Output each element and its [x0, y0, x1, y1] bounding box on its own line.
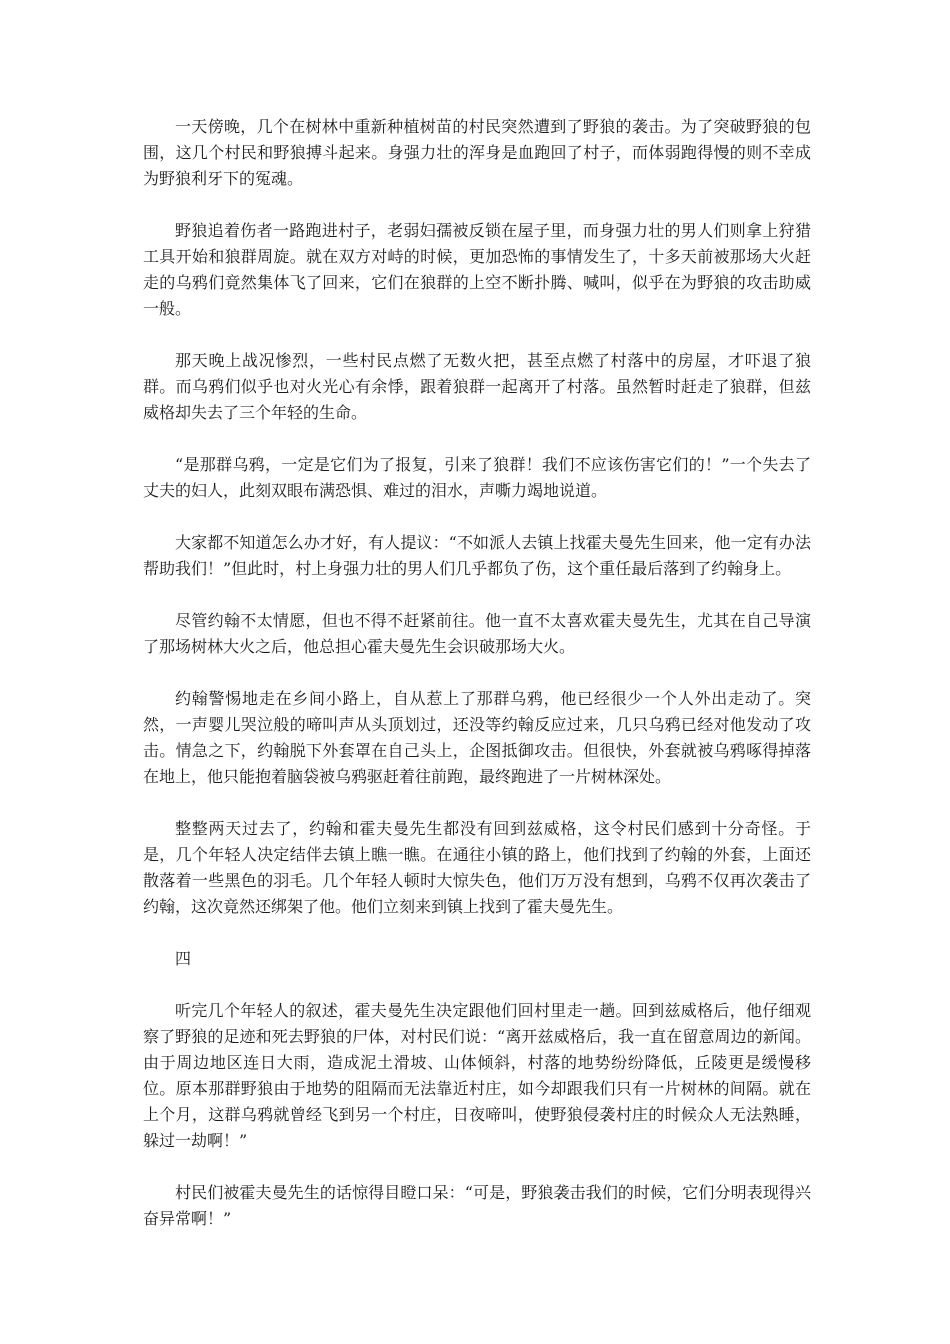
paragraph-wolves-in-village: 野狼追着伤者一路跑进村子，老弱妇孺被反锁在屋子里，而身强力壮的男人们则拿上狩猎工具开始和狼群周旋。就在双方对峙的时候，更加恐怖的事情发生了，十多天前被那场大火赶走的乌鸦们竟然集体飞了回来，它们在狼群的上空不断扑腾、喊叫，似乎在为野狼的攻击助威一般。 — [143, 221, 811, 318]
paragraph-john-reluctant: 尽管约翰不太情愿，但也不得不赶紧前往。他一直不太喜欢霍夫曼先生，尤其在自己导演了那场树林大火之后，他总担心霍夫曼先生会识破那场大火。 — [143, 611, 811, 656]
paragraph-wolf-attack: 一天傍晚，几个在树林中重新种植树苗的村民突然遭到了野狼的袭击。为了突破野狼的包围，这几个村民和野狼搏斗起来。身强力壮的浑身是血跑回了村子，而体弱跑得慢的则不幸成为野狼利牙下的冤魂。 — [143, 117, 811, 188]
document-body — [143, 114, 811, 1258]
paragraph-night-battle: 那天晚上战况惨烈，一些村民点燃了无数火把，甚至点燃了村落中的房屋，才吓退了狼群。而乌鸦们似乎也对火光心有余悸，跟着狼群一起离开了村落。虽然暂时赶走了狼群，但兹威格却失去了三个年轻的生命。 — [143, 351, 811, 422]
section-heading: 四 — [175, 949, 192, 968]
paragraph-proposal: 大家都不知道怎么办才好，有人提议：“不如派人去镇上找霍夫曼先生回来，他一定有办法帮助我们！”但此时，村上身强力壮的男人们几乎都负了伤，这个重任最后落到了约翰身上。 — [143, 533, 811, 578]
paragraph-hoffman-explains: 听完几个年轻人的叙述，霍夫曼先生决定跟他们回村里走一趟。回到兹威格后，他仔细观察了野狼的足迹和死去野狼的尸体，对村民们说：“离开兹威格后，我一直在留意周边的新闻。由于周边地区连日大雨，造成泥土滑坡、山体倾斜，村落的地势纷纷降低，丘陵更是缓慢移位。原本那群野狼由于地势的阻隔而无法靠近村庄，如今却跟我们只有一片树林的间隔。就在上个月，这群乌鸦就曾经飞到另一个村庄，日夜啼叫，使野狼侵袭村庄的时候众人无法熟睡，躲过一劫啊！” — [143, 1001, 811, 1150]
paragraph-john-missing: 整整两天过去了，约翰和霍夫曼先生都没有回到兹威格，这令村民们感到十分奇怪。于是，几个年轻人决定结伴去镇上瞧一瞧。在通往小镇的路上，他们找到了约翰的外套，上面还散落着一些黑色的羽毛。几个年轻人顿时大惊失色，他们万万没有想到，乌鸦不仅再次袭击了约翰，这次竟然还绑架了他。他们立刻来到镇上找到了霍夫曼先生。 — [143, 819, 811, 916]
paragraph-crow-attack: 约翰警惕地走在乡间小路上，自从惹上了那群乌鸦，他已经很少一个人外出走动了。突然，一声婴儿哭泣般的啼叫声从头顶划过，还没等约翰反应过来，几只乌鸦已经对他发动了攻击。情急之下，约翰脱下外套罩在自己头上，企图抵御攻击。但很快，外套就被乌鸦啄得掉落在地上，他只能抱着脑袋被乌鸦驱赶着往前跑，最终跑进了一片树林深处。 — [143, 689, 811, 786]
paragraph-widow-speech: “是那群乌鸦，一定是它们为了报复，引来了狼群！我们不应该伤害它们的！”一个失去了丈夫的妇人，此刻双眼布满恐惧、难过的泪水，声嘶力竭地说道。 — [143, 455, 811, 500]
paragraph-villagers-shocked: 村民们被霍夫曼先生的话惊得目瞪口呆：“可是，野狼袭击我们的时候，它们分明表现得兴奋异常啊！” — [143, 1183, 811, 1228]
